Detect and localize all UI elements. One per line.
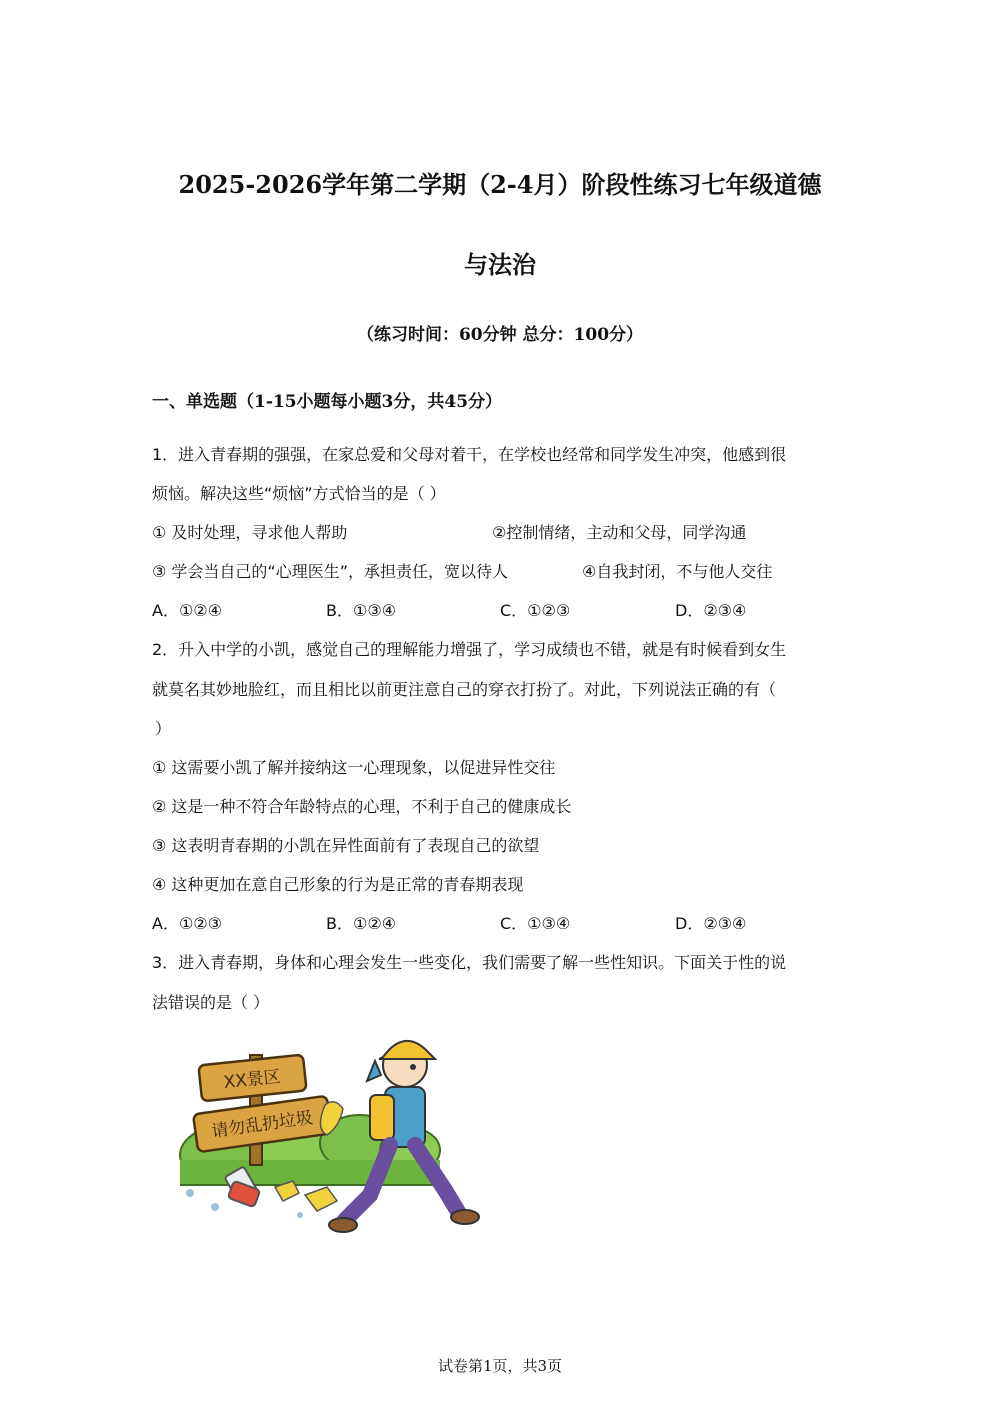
exam-title-line1: 2025-2026学年第二学期（2-4月）阶段性练习七年级道德 bbox=[178, 170, 822, 199]
page-footer: 试卷第1页，共3页 bbox=[437, 1357, 563, 1375]
exam-title-line2: 与法治 bbox=[464, 250, 536, 279]
q3-stem-line2: 法错误的是（ ） bbox=[152, 993, 270, 1012]
q1-stem-line2: 烦恼。解决这些“烦恼”方式恰当的是（ ） bbox=[152, 484, 446, 503]
q3-stem-line1: 3．进入青春期，身体和心理会发生一些变化，我们需要了解一些性知识。下面关于性的说 bbox=[152, 953, 787, 972]
exam-info: （练习时间：60分钟 总分：100分） bbox=[356, 325, 644, 345]
q1-statement-3: ③ 学会当自己的“心理医生”，承担责任，宽以待人 bbox=[152, 562, 509, 581]
q2-statement-2: ② 这是一种不符合年龄特点的心理，不利于自己的健康成长 bbox=[152, 797, 572, 816]
sign-top-text: XX景区 bbox=[222, 1067, 282, 1093]
section-heading: 一、单选题（1-15小题每小题3分，共45分） bbox=[152, 392, 503, 412]
q1-option-b[interactable]: B．①③④ bbox=[326, 601, 397, 620]
q2-statement-4: ④ 这种更加在意自己形象的行为是正常的青春期表现 bbox=[152, 875, 524, 894]
q2-option-b[interactable]: B．①②④ bbox=[326, 914, 397, 933]
q1-statement-2: ②控制情绪，主动和父母，同学沟通 bbox=[492, 523, 747, 542]
q2-option-c[interactable]: C．①③④ bbox=[500, 914, 571, 933]
q2-stem-line1: 2．升入中学的小凯，感觉自己的理解能力增强了，学习成绩也不错，就是有时候看到女生 bbox=[152, 640, 787, 659]
q2-option-d[interactable]: D．②③④ bbox=[675, 914, 747, 933]
q2-statement-3: ③ 这表明青春期的小凯在异性面前有了表现自己的欲望 bbox=[152, 836, 540, 855]
q1-statement-4: ④自我封闭，不与他人交往 bbox=[582, 562, 773, 581]
q2-option-a[interactable]: A．①②③ bbox=[152, 914, 222, 933]
q1-option-a[interactable]: A．①②④ bbox=[152, 601, 222, 620]
q1-option-c[interactable]: C．①②③ bbox=[500, 601, 571, 620]
q2-stem-line3: ） bbox=[155, 719, 172, 738]
q2-statement-1: ① 这需要小凯了解并接纳这一心理现象，以促进异性交往 bbox=[152, 758, 556, 777]
q1-statement-1: ① 及时处理，寻求他人帮助 bbox=[152, 523, 348, 542]
q2-stem-line2: 就莫名其妙地脸红，而且相比以前更注意自己的穿衣打扮了。对此，下列说法正确的有（ bbox=[152, 680, 777, 699]
littering-illustration bbox=[175, 1035, 525, 1250]
q1-option-d[interactable]: D．②③④ bbox=[675, 601, 747, 620]
sign-bottom-text: 请勿乱扔垃圾 bbox=[210, 1107, 315, 1142]
q1-stem-line1: 1．进入青春期的强强，在家总爱和父母对着干，在学校也经常和同学发生冲突，他感到很 bbox=[152, 445, 787, 464]
